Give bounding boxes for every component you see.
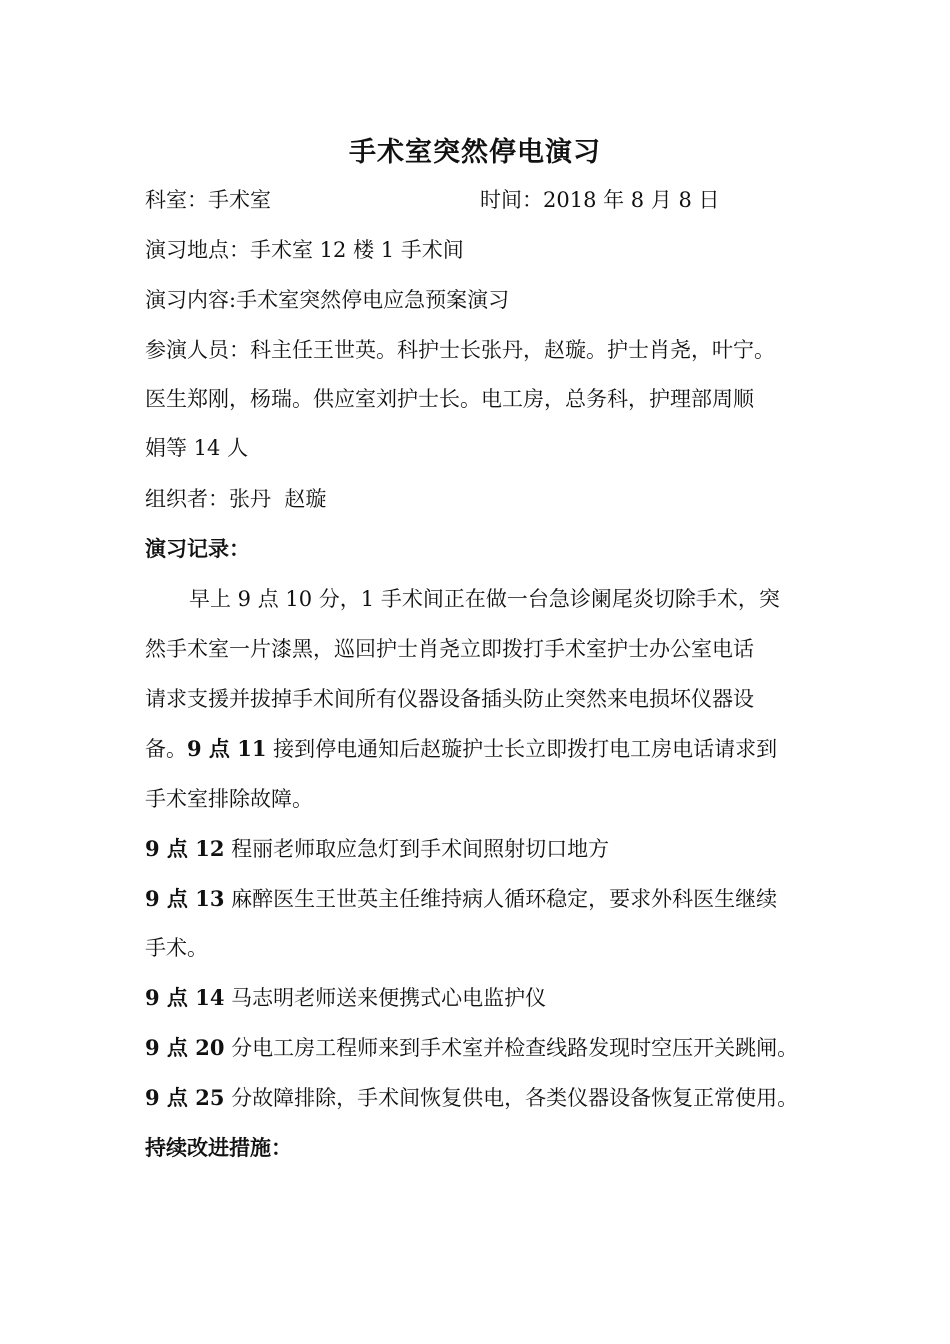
organizer-label: 组织者： bbox=[145, 487, 229, 511]
location-line bbox=[145, 235, 464, 265]
entry-0913-continuation: 手术。 bbox=[145, 936, 208, 960]
participants-line-1 bbox=[145, 335, 775, 365]
improvement-heading: 持续改进措施： bbox=[145, 1136, 292, 1160]
record-line-4-rest: 接到停电通知后赵璇护士长立即拨打电工房电话请求到 bbox=[266, 737, 778, 761]
record-line-4 bbox=[145, 734, 777, 764]
record-line-4-prefix: 备。 bbox=[145, 737, 187, 761]
entry-text: 分电工房工程师来到手术室并检查线路发现时空压开关跳闸。 bbox=[224, 1036, 799, 1060]
entry-time: 9 点 20 bbox=[145, 1035, 225, 1060]
record-line-2: 然手术室一片漆黑，巡回护士肖尧立即拨打手术室护士办公室电话 bbox=[145, 637, 754, 661]
entry-0913 bbox=[145, 884, 777, 914]
record-time-0911: 9 点 11 bbox=[187, 736, 267, 761]
entry-text: 麻醉医生王世英主任维持病人循环稳定，要求外科医生继续 bbox=[224, 887, 778, 911]
entry-time: 9 点 14 bbox=[145, 985, 225, 1010]
department-value: 手术室 bbox=[208, 188, 271, 212]
location-label: 演习地点： bbox=[145, 238, 250, 262]
entry-0920 bbox=[145, 1033, 798, 1063]
entry-0912 bbox=[145, 834, 609, 864]
record-line-3: 请求支援并拔掉手术间所有仪器设备插头防止突然来电损坏仪器设 bbox=[145, 687, 754, 711]
content-value: 手术室突然停电应急预案演习 bbox=[236, 288, 510, 312]
organizer-value: 张丹 赵璇 bbox=[229, 487, 327, 511]
document-title: 手术室突然停电演习 bbox=[349, 137, 601, 168]
entry-time: 9 点 12 bbox=[145, 836, 225, 861]
entry-text: 分故障排除，手术间恢复供电，各类仪器设备恢复正常使用。 bbox=[224, 1086, 799, 1110]
location-value: 手术室 12 楼 1 手术间 bbox=[250, 238, 464, 262]
content-line bbox=[145, 285, 509, 315]
entry-0914 bbox=[145, 983, 546, 1013]
record-heading: 演习记录： bbox=[145, 537, 250, 561]
record-line-1: 早上 9 点 10 分，1 手术间正在做一台急诊阑尾炎切除手术，突 bbox=[189, 587, 780, 611]
participants-text: 科主任王世英。科护士长张丹，赵璇。护士肖尧，叶宁。 bbox=[250, 338, 775, 362]
entry-text: 马志明老师送来便携式心电监护仪 bbox=[224, 986, 547, 1010]
participants-line-2: 医生郑刚，杨瑞。供应室刘护士长。电工房，总务科，护理部周顺 bbox=[145, 387, 754, 411]
organizer-line bbox=[145, 484, 326, 514]
content-label: 演习内容: bbox=[145, 288, 237, 312]
record-line-5: 手术室排除故障。 bbox=[145, 787, 313, 811]
entry-0925 bbox=[145, 1083, 798, 1113]
entry-time: 9 点 13 bbox=[145, 886, 225, 911]
time-value: 2018 年 8 月 8 日 bbox=[543, 188, 720, 212]
participants-label: 参演人员： bbox=[145, 338, 250, 362]
department-line bbox=[145, 185, 271, 215]
entry-time: 9 点 25 bbox=[145, 1085, 225, 1110]
time-label: 时间： bbox=[480, 188, 543, 212]
department-label: 科室： bbox=[145, 188, 208, 212]
entry-text: 程丽老师取应急灯到手术间照射切口地方 bbox=[224, 837, 610, 861]
time-line bbox=[480, 185, 720, 215]
participants-line-3: 娟等 14 人 bbox=[145, 436, 249, 460]
